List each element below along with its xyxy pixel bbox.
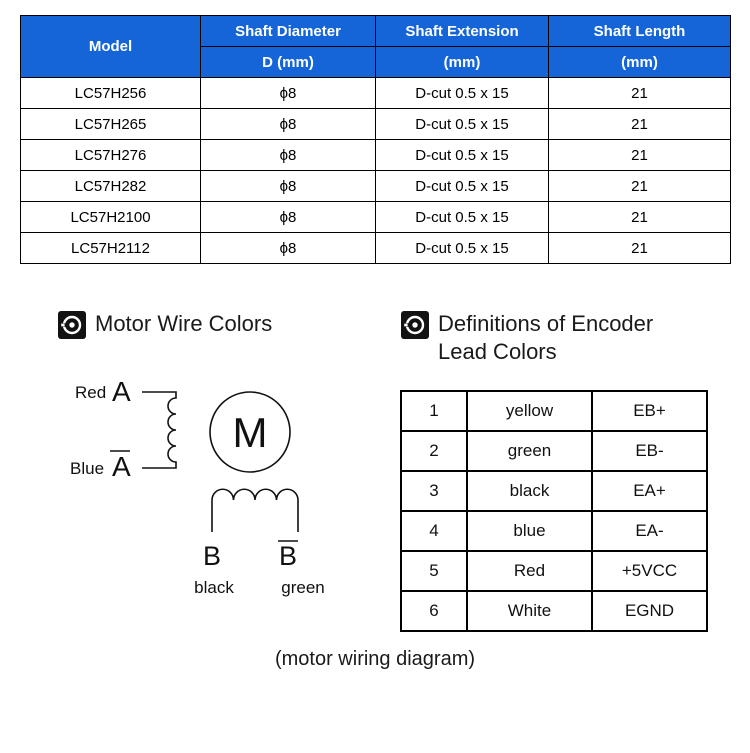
cell-model: LC57H256	[21, 78, 201, 109]
cell-pin: 1	[401, 391, 467, 431]
cell-signal: EB+	[592, 391, 707, 431]
phase-a-coil	[142, 392, 176, 468]
encoder-title-line2: Lead Colors	[438, 339, 557, 364]
diagram-caption: (motor wiring diagram)	[274, 648, 476, 670]
motor-wire-colors-heading	[58, 310, 272, 339]
encoder-definitions-heading	[401, 310, 653, 366]
wire-label-red: Red	[75, 383, 107, 402]
cell-color: yellow	[467, 391, 592, 431]
cell-pin: 2	[401, 431, 467, 471]
table-row	[401, 391, 707, 431]
cell-length: 21	[549, 233, 731, 264]
phase-b-label: B	[202, 541, 222, 571]
cell-signal: EA-	[592, 511, 707, 551]
cell-extension: D-cut 0.5 x 15	[376, 171, 549, 202]
cell-color: blue	[467, 511, 592, 551]
target-bullet-icon	[58, 311, 86, 339]
table-row	[21, 140, 731, 171]
cell-length: 21	[549, 109, 731, 140]
cell-signal: +5VCC	[592, 551, 707, 591]
cell-length: 21	[549, 140, 731, 171]
cell-diameter: ϕ8	[201, 140, 376, 171]
cell-length: 21	[549, 202, 731, 233]
cell-diameter: ϕ8	[201, 202, 376, 233]
cell-extension: D-cut 0.5 x 15	[376, 109, 549, 140]
cell-signal: EA+	[592, 471, 707, 511]
cell-model: LC57H282	[21, 171, 201, 202]
cell-length: 21	[549, 78, 731, 109]
cell-color: green	[467, 431, 592, 471]
table-row	[21, 233, 731, 264]
wire-label-blue: Blue	[70, 459, 105, 478]
col-header-shaft-length: Shaft Length	[549, 16, 731, 47]
cell-model: LC57H2100	[21, 202, 201, 233]
motor-wire-colors-title: Motor Wire Colors	[95, 311, 273, 336]
col-header-shaft-extension: Shaft Extension	[376, 16, 549, 47]
table-row	[401, 591, 707, 631]
cell-pin: 6	[401, 591, 467, 631]
phase-a-bar-label: A	[112, 451, 131, 482]
cell-model: LC57H265	[21, 109, 201, 140]
col-header-model: Model	[21, 16, 201, 78]
table-row	[21, 202, 731, 233]
table-row	[21, 109, 731, 140]
target-bullet-icon	[401, 311, 429, 339]
cell-diameter: ϕ8	[201, 78, 376, 109]
cell-extension: D-cut 0.5 x 15	[376, 202, 549, 233]
motor-letter: M	[232, 409, 268, 456]
table-row	[401, 551, 707, 591]
spec-header-row-1	[21, 16, 731, 47]
cell-model: LC57H2112	[21, 233, 201, 264]
table-row	[21, 78, 731, 109]
cell-model: LC57H276	[21, 140, 201, 171]
cell-length: 21	[549, 171, 731, 202]
cell-diameter: ϕ8	[201, 171, 376, 202]
table-row	[401, 511, 707, 551]
table-row	[21, 171, 731, 202]
cell-extension: D-cut 0.5 x 15	[376, 140, 549, 171]
cell-color: Red	[467, 551, 592, 591]
wire-label-black: black	[194, 578, 234, 597]
col-subheader-shaft-length-unit: (mm)	[549, 47, 731, 78]
cell-diameter: ϕ8	[201, 233, 376, 264]
cell-color: White	[467, 591, 592, 631]
encoder-lead-table	[400, 390, 708, 632]
motor-wiring-diagram	[45, 372, 385, 622]
table-row	[401, 431, 707, 471]
cell-extension: D-cut 0.5 x 15	[376, 78, 549, 109]
shaft-spec-table	[20, 15, 731, 264]
cell-signal: EB-	[592, 431, 707, 471]
cell-extension: D-cut 0.5 x 15	[376, 233, 549, 264]
phase-b-coil	[212, 489, 298, 500]
wire-label-green: green	[281, 578, 325, 597]
cell-pin: 5	[401, 551, 467, 591]
phase-a-label: A	[112, 376, 131, 407]
encoder-title-line1: Definitions of Encoder	[438, 311, 654, 336]
phase-b-bar-label: B	[278, 541, 298, 571]
cell-signal: EGND	[592, 591, 707, 631]
table-row	[401, 471, 707, 511]
col-subheader-shaft-diameter-unit: D (mm)	[201, 47, 376, 78]
cell-pin: 3	[401, 471, 467, 511]
cell-pin: 4	[401, 511, 467, 551]
cell-diameter: ϕ8	[201, 109, 376, 140]
col-header-shaft-diameter: Shaft Diameter	[201, 16, 376, 47]
col-subheader-shaft-extension-unit: (mm)	[376, 47, 549, 78]
cell-color: black	[467, 471, 592, 511]
